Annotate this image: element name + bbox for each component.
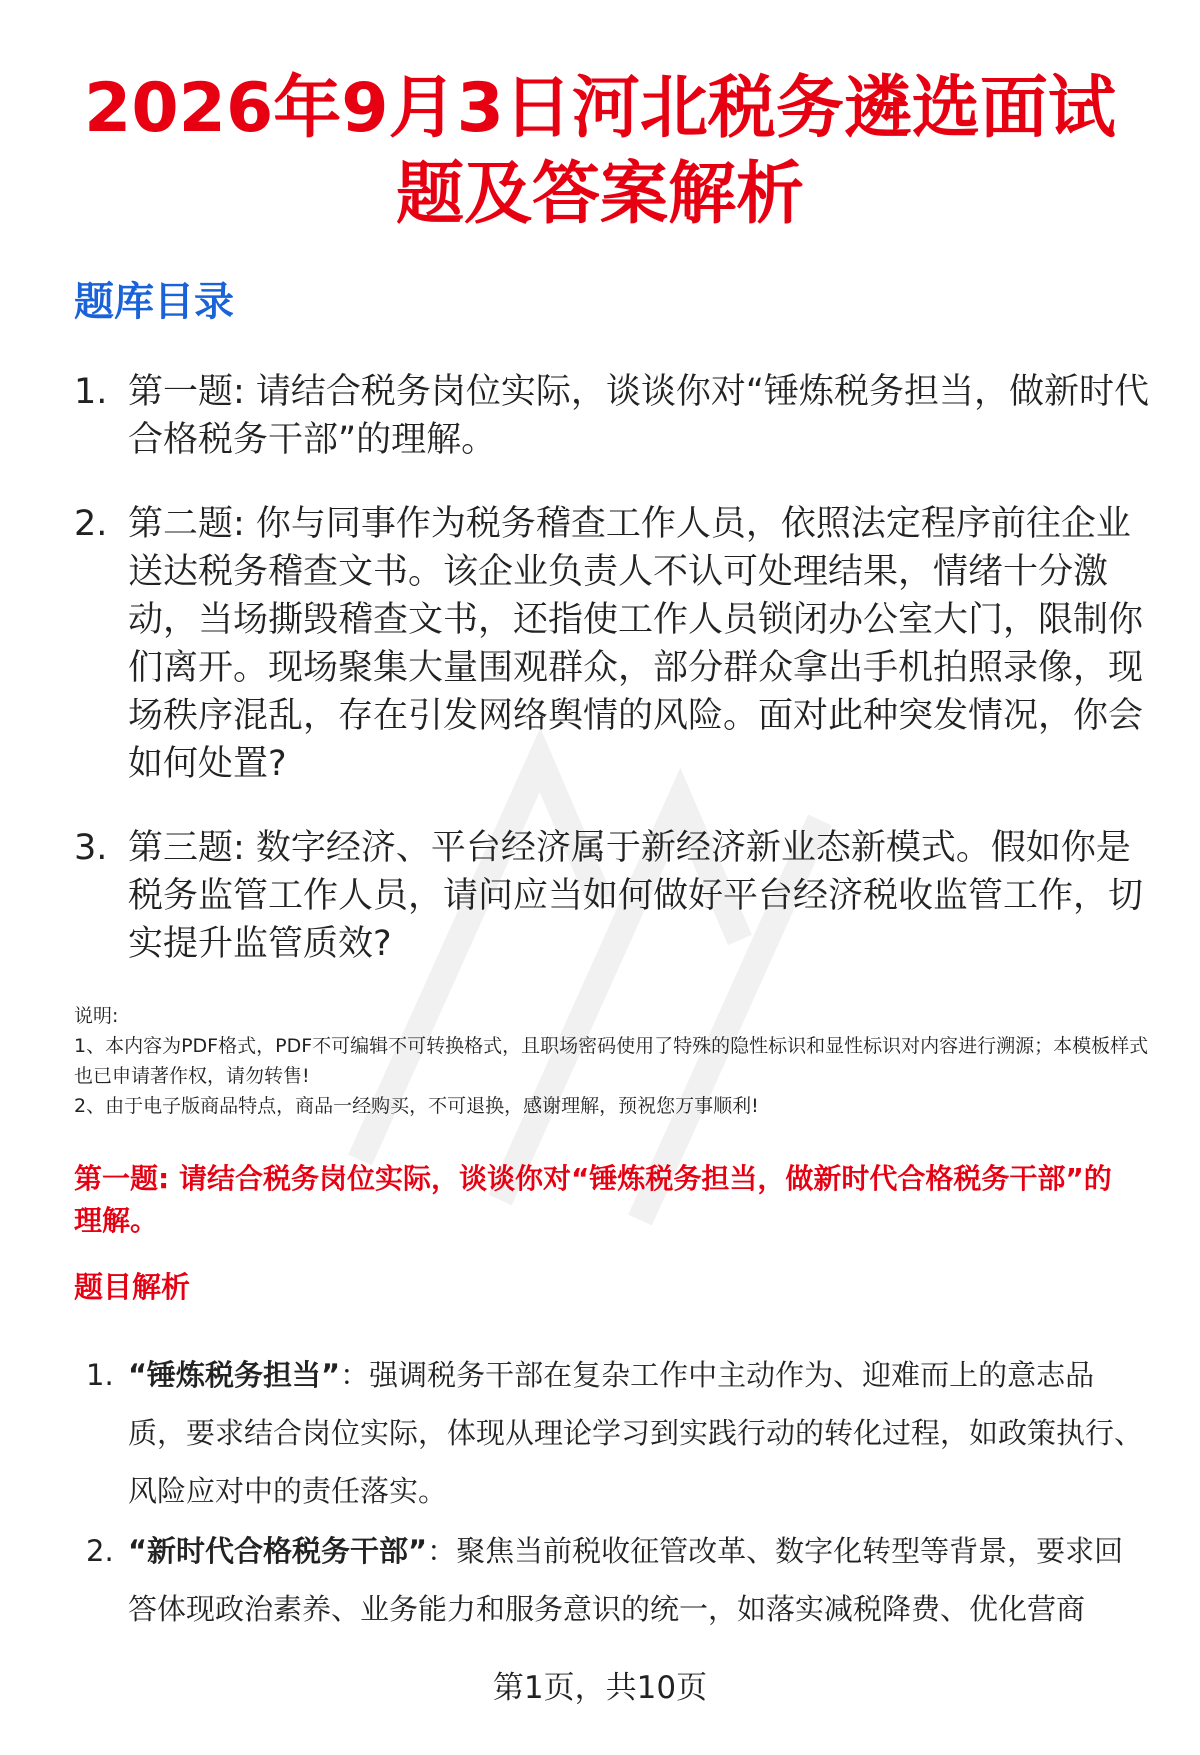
toc-item-text: 第三题: 数字经济、平台经济属于新经济新业态新模式。假如你是税务监管工作人员，请问应当如何做好平台经济税收监管工作，切实提升监管质效? xyxy=(128,828,1144,964)
page-footer: 第1页，共10页 xyxy=(492,1670,708,1706)
toc-item xyxy=(74,824,1164,968)
analysis-item-number: 2. xyxy=(86,1534,114,1568)
analysis-item-text: ：强调税务干部在复杂工作中主动作为、迎难而上的意志品质，要求结合岗位实际，体现从理论学习到实践行动的转化过程，如政策执行、风险应对中的责任落实。 xyxy=(128,1358,1144,1508)
toc-heading: 题库目录 xyxy=(74,279,234,325)
analysis-heading: 题目解析 xyxy=(74,1270,191,1304)
toc-item xyxy=(74,500,1164,788)
toc-item-text: 第二题: 你与同事作为税务稽查工作人员，依照法定程序前往企业送达税务稽查文书。该企业负责人不认可处理结果，情绪十分激动，当场撕毁稽查文书，还指使工作人员锁闭办公室大门，限制你们离开。现场聚集大量围观群众，部分群众拿出手机拍照录像，现场秩序混乱，存在引发网络舆情的风险。面对此种突发情况，你会如何处置? xyxy=(128,504,1144,784)
disclaimer-note xyxy=(74,1001,1164,1121)
note-label: 说明: xyxy=(74,1005,119,1027)
toc-item-number: 2. xyxy=(74,504,108,544)
analysis-item-term: “新时代合格税务干部” xyxy=(128,1534,428,1568)
analysis-item-term: “锤炼税务担当” xyxy=(128,1358,341,1392)
analysis-list xyxy=(74,1346,1144,1640)
page-title: 2026年9月3日河北税务遴选面试题及答案解析 xyxy=(84,69,1116,234)
analysis-item xyxy=(74,1346,1144,1520)
toc-list xyxy=(74,368,1164,1004)
analysis-item xyxy=(74,1522,1144,1638)
toc-item-text: 第一题: 请结合税务岗位实际，谈谈你对“锤炼税务担当，做新时代合格税务干部”的理解。 xyxy=(128,372,1150,460)
question-heading: 第一题: 请结合税务岗位实际，谈谈你对“锤炼税务担当，做新时代合格税务干部”的理解。 xyxy=(74,1162,1112,1237)
note-line: 1、本内容为PDF格式，PDF不可编辑不可转换格式，且职场密码使用了特殊的隐性标识和显性标识对内容进行溯源；本模板样式也已申请著作权，请勿转售! xyxy=(74,1035,1149,1087)
analysis-item-number: 1. xyxy=(86,1358,114,1392)
toc-item-number: 3. xyxy=(74,828,108,868)
note-line: 2、由于电子版商品特点，商品一经购买，不可退换，感谢理解，预祝您万事顺利! xyxy=(74,1095,759,1117)
toc-item xyxy=(74,368,1164,464)
analysis-item-text: ：聚焦当前税收征管改革、数字化转型等背景，要求回答体现政治素养、业务能力和服务意识的统一，如落实减税降费、优化营商 xyxy=(128,1534,1124,1626)
toc-item-number: 1. xyxy=(74,372,108,412)
